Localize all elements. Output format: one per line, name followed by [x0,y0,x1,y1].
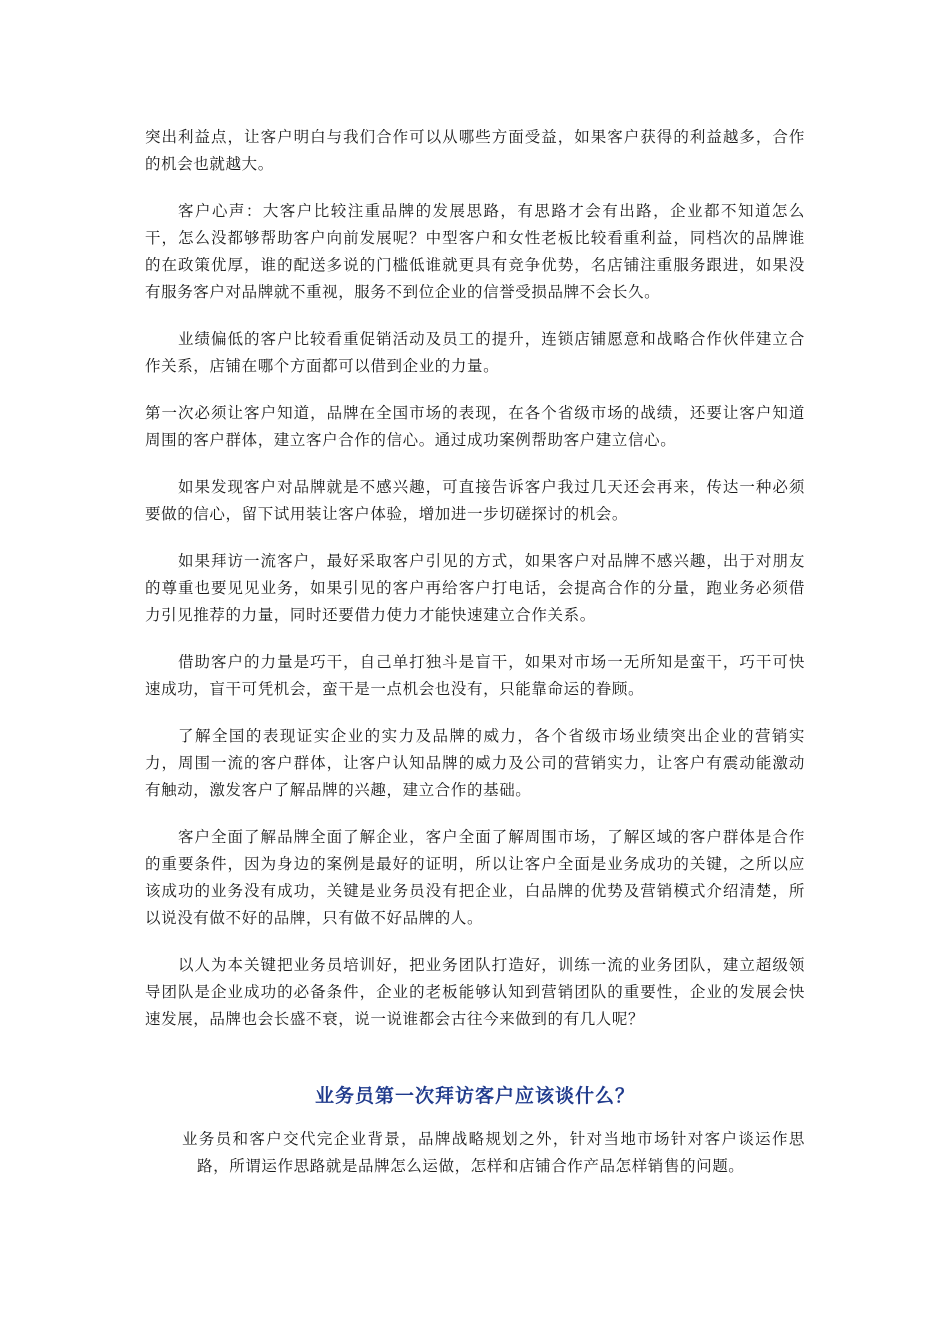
paragraph-10: 以人为本关键把业务员培训好，把业务团队打造好，训练一流的业务团队，建立超级领导团队是企业成功的必备条件，企业的老板能够认知到营销团队的重要性，企业的发展会快速发展，品牌也会长盛不衰，说一说谁都会古往今来做到的有几人呢？ [145,956,805,1028]
paragraph-6: 如果拜访一流客户，最好采取客户引见的方式，如果客户对品牌不感兴趣，出于对朋友的尊重也要见见业务，如果引见的客户再给客户打电话，会提高合作的分量，跑业务必须借力引见推荐的力量，同时还要借力使力才能快速建立合作关系。 [145,552,805,624]
paragraph-7: 借助客户的力量是巧干，自己单打独斗是盲干，如果对市场一无所知是蛮干，巧干可快速成功，盲干可凭机会，蛮干是一点机会也没有，只能靠命运的眷顾。 [145,653,805,698]
paragraph-4: 第一次必须让客户知道，品牌在全国市场的表现，在各个省级市场的战绩，还要让客户知道周围的客户群体，建立客户合作的信心。通过成功案例帮助客户建立信心。 [145,404,805,449]
document-body [145,124,805,1180]
section-heading: 业务员第一次拜访客户应该谈什么？ [314,1085,635,1107]
paragraph-2: 客户心声：大客户比较注重品牌的发展思路，有思路才会有出路，企业都不知道怎么干，怎么没都够帮助客户向前发展呢？中型客户和女性老板比较看重利益，同档次的品牌谁的在政策优厚，谁的配送多说的门槛低谁就更具有竞争优势，名店铺注重服务跟进，如果没有服务客户对品牌就不重视，服务不到位企业的信誉受损品牌不会长久。 [145,202,805,301]
paragraph-1: 突出利益点，让客户明白与我们合作可以从哪些方面受益，如果客户获得的利益越多，合作的机会也就越大。 [145,128,805,173]
paragraph-8: 了解全国的表现证实企业的实力及品牌的威力，各个省级市场业绩突出企业的营销实力，周围一流的客户群体，让客户认知品牌的威力及公司的营销实力，让客户有震动能激动有触动，激发客户了解品牌的兴趣，建立合作的基础。 [145,727,805,799]
closing-paragraph: 业务员和客户交代完企业背景，品牌战略规划之外，针对当地市场针对客户谈运作思路，所谓运作思路就是品牌怎么运做，怎样和店铺合作产品怎样销售的问题。 [182,1130,805,1175]
paragraph-5: 如果发现客户对品牌就是不感兴趣，可直接告诉客户我过几天还会再来，传达一种必须要做的信心，留下试用装让客户体验，增加进一步切磋探讨的机会。 [145,478,805,523]
paragraph-3: 业绩偏低的客户比较看重促销活动及员工的提升，连锁店铺愿意和战略合作伙伴建立合作关系，店铺在哪个方面都可以借到企业的力量。 [145,330,805,375]
paragraph-9: 客户全面了解品牌全面了解企业，客户全面了解周围市场，了解区域的客户群体是合作的重要条件，因为身边的案例是最好的证明，所以让客户全面是业务成功的关键，之所以应该成功的业务没有成功，关键是业务员没有把企业，白品牌的优势及营销模式介绍清楚，所以说没有做不好的品牌，只有做不好品牌的人。 [145,828,805,927]
